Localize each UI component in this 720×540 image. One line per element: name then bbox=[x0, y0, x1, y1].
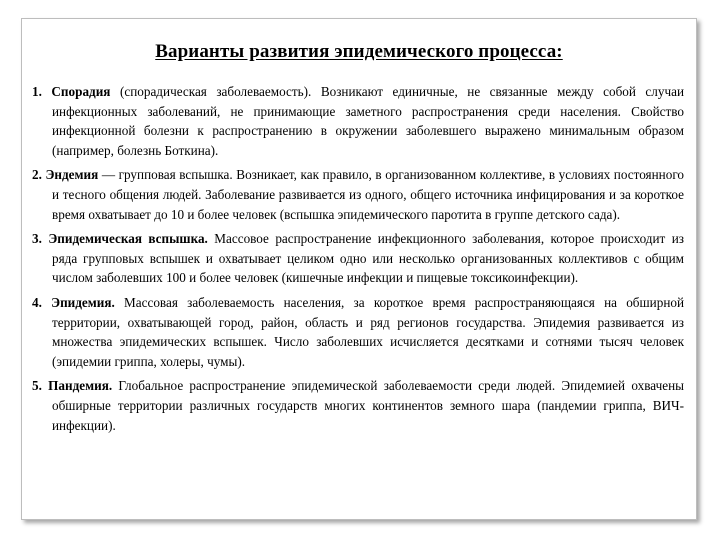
slide-title: Варианты развития эпидемического процесса: bbox=[155, 41, 563, 62]
slide-frame bbox=[21, 18, 697, 520]
item-text: Массовое распространение инфекционного заболевания, которое происходит из ряда групповых вспышек и охватывает целиком одно или несколько организованных коллективов с общим числом заболевших 100 и более человек (кишечные инфекции и пищевые токсикоинфекции). bbox=[52, 231, 685, 286]
item-term: Спорадия bbox=[51, 84, 111, 99]
item-list bbox=[32, 82, 684, 440]
list-item-sporadia bbox=[32, 82, 684, 160]
item-text: Глобальное распространение эпидемической заболеваемости среди людей. Эпидемией охвачены обширные территории различных государств многих континентов земного шара (пандемии гриппа, ВИЧ-инфекции). bbox=[52, 378, 684, 433]
item-number: 2. bbox=[32, 167, 42, 183]
item-number: 4. bbox=[32, 294, 42, 310]
item-text: — групповая вспышка. Возникает, как правило, в организованном коллективе, в условиях постоянного и тесного общения людей. Заболевание развивается из одного, общего источника инфицирования и за короткое время охватывает до 10 и более человек (вспышка эпидемического паротита в группе детского сада). bbox=[52, 167, 685, 222]
item-term: Эпидемия. bbox=[51, 294, 115, 310]
item-term: Пандемия. bbox=[48, 378, 113, 394]
item-term: Эндемия bbox=[45, 167, 99, 183]
list-item-endemia bbox=[32, 165, 684, 224]
item-text: (спорадическая заболеваемость). Возникают единичные, не связанные между собой случаи инфекционных заболеваний, не принимающие заметного распространения среди населения. Свойство инфекционной болезни к распространению в окружении заболевшего выражено минимальным образом (например, болезнь Боткина). bbox=[52, 84, 685, 158]
item-text: Массовая заболеваемость населения, за короткое время распространяющаяся на обширной территории, охватывающей город, район, область и ряд регионов государства. Эпидемия развивается из множества эпидемических вспышек. Число заболевших исчисляется десятками и сотнями тысяч человек (эпидемии гриппа, холеры, чумы). bbox=[52, 294, 685, 369]
list-item-outbreak bbox=[32, 229, 684, 288]
list-item-pandemic bbox=[32, 376, 684, 435]
list-item-epidemic bbox=[32, 293, 684, 371]
item-term: Эпидемическая вспышка. bbox=[48, 231, 208, 247]
item-number: 5. bbox=[32, 378, 42, 394]
item-number: 3. bbox=[32, 231, 42, 247]
item-number: 1. bbox=[32, 84, 42, 99]
